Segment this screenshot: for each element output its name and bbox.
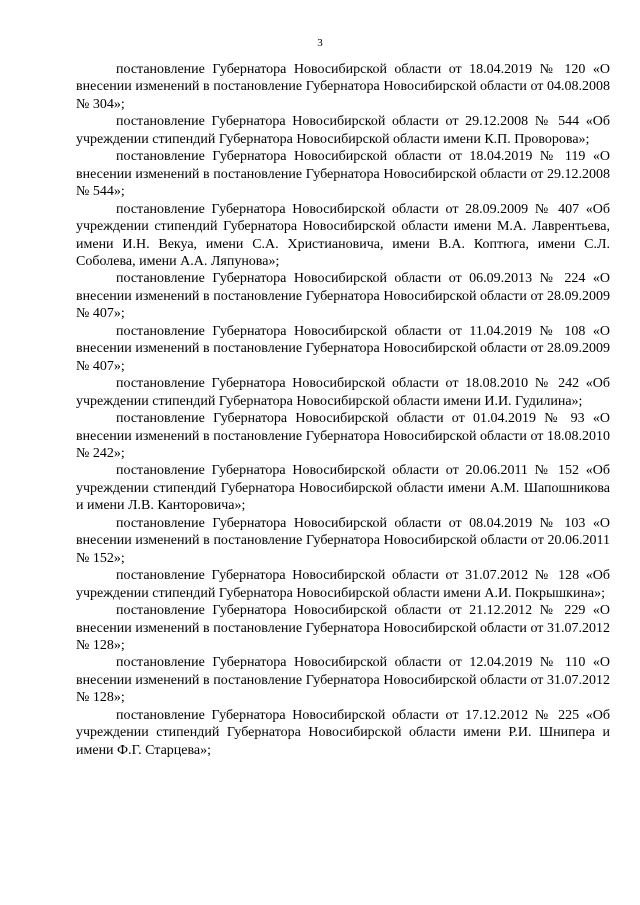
decree-paragraph: постановление Губернатора Новосибирской области от 18.04.2019 № 120 «О внесении изменений в постановление Губернатора Новосибирской области от 04.08.2008 № 304»; [76,62,610,112]
decree-paragraph: постановление Губернатора Новосибирской области от 28.09.2009 № 407 «Об учреждении стипендий Губернатора Новосибирской области имени М.А. Лаврентьева, имени И.Н. Векуа, имени С.А. Христиановича, имени В.А. Коптюга, имени С.Л. Соболева, имени А.А. Ляпунова»; [76,201,610,269]
decree-paragraph: постановление Губернатора Новосибирской области от 12.04.2019 № 110 «О внесении изменений в постановление Губернатора Новосибирской области от 31.07.2012 № 128»; [76,655,610,706]
decree-paragraph: постановление Губернатора Новосибирской области от 29.12.2008 № 544 «Об учреждении стипендий Губернатора Новосибирской области имени К.П. Проворова»; [76,114,610,147]
decree-paragraph: постановление Губернатора Новосибирской области от 17.12.2012 № 225 «Об учреждении стипендий Губернатора Новосибирской области имени Р.И. Шнипера и имени Ф.Г. Старцева»; [76,707,610,758]
decree-paragraph: постановление Губернатора Новосибирской области от 21.12.2012 № 229 «О внесении изменений в постановление Губернатора Новосибирской области от 31.07.2012 № 128»; [76,603,610,653]
page-number: 3 [317,37,323,49]
decree-paragraph: постановление Губернатора Новосибирской области от 11.04.2019 № 108 «О внесении изменений в постановление Губернатора Новосибирской области от 28.09.2009 № 407»; [76,323,610,374]
decree-paragraph: постановление Губернатора Новосибирской области от 18.08.2010 № 242 «Об учреждении стипендий Губернатора Новосибирской области имени И.И. Гудилина»; [76,376,610,409]
decree-paragraph: постановление Губернатора Новосибирской области от 06.09.2013 № 224 «О внесении изменений в постановление Губернатора Новосибирской области от 28.09.2009 № 407»; [76,271,610,322]
document-body [76,61,610,759]
decree-paragraph: постановление Губернатора Новосибирской области от 01.04.2019 № 93 «О внесении изменений в постановление Губернатора Новосибирской области от 18.08.2010 № 242»; [76,411,610,461]
decree-paragraph: постановление Губернатора Новосибирской области от 31.07.2012 № 128 «Об учреждении стипендий Губернатора Новосибирской области имени А.И. Покрышкина»; [76,568,610,601]
decree-paragraph: постановление Губернатора Новосибирской области от 18.04.2019 № 119 «О внесении изменений в постановление Губернатора Новосибирской области от 29.12.2008 № 544»; [76,149,610,200]
decree-paragraph: постановление Губернатора Новосибирской области от 20.06.2011 № 152 «Об учреждении стипендий Губернатора Новосибирской области имени А.М. Шапошникова и имени Л.В. Канторовича»; [76,463,610,514]
decree-paragraph: постановление Губернатора Новосибирской области от 08.04.2019 № 103 «О внесении изменений в постановление Губернатора Новосибирской области от 20.06.2011 № 152»; [76,515,610,566]
